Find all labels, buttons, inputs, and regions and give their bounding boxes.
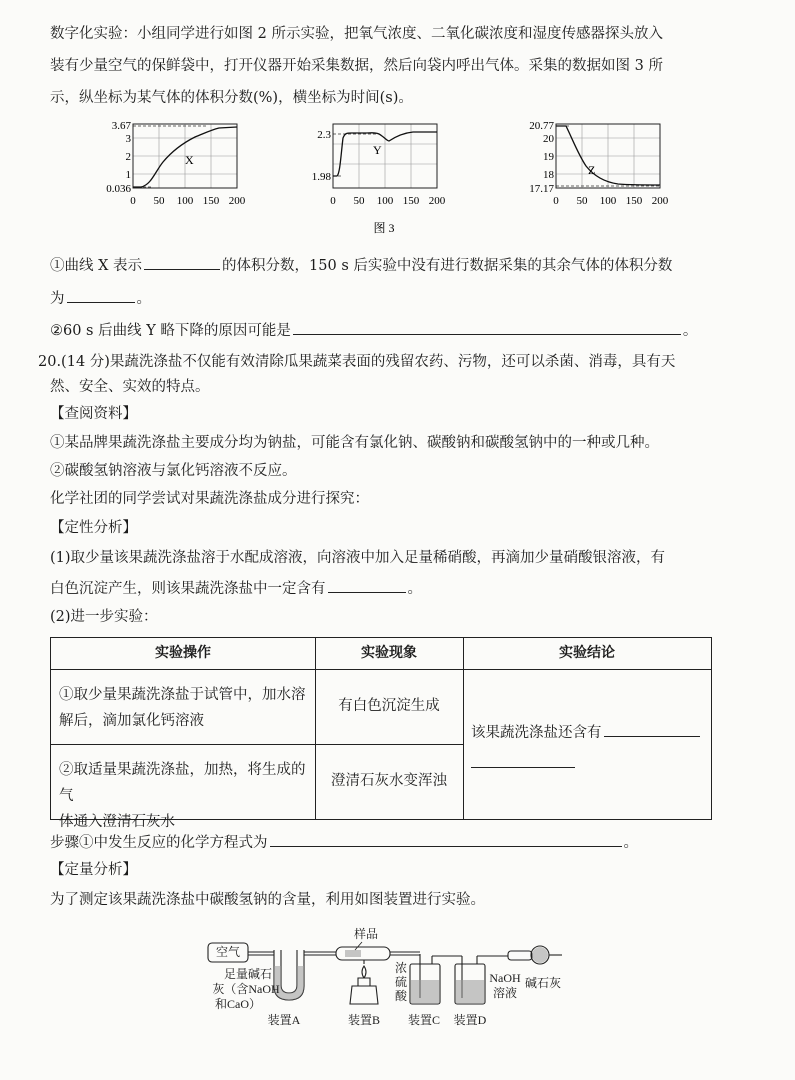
info-heading: 【查阅资料】 <box>50 406 137 422</box>
y-xtick-4: 150 <box>402 195 420 207</box>
qualitative-heading: 【定性分析】 <box>50 520 137 536</box>
device-c-label: 装置C <box>407 1013 441 1027</box>
z-ytick-2: 20 <box>543 133 554 145</box>
x-xtick-3: 100 <box>176 195 194 207</box>
answer-blank-3[interactable] <box>293 320 681 335</box>
y-ytick-1: 2.3 <box>317 129 331 141</box>
figure-3-caption: 图 3 <box>373 221 395 235</box>
z-xtick-4: 150 <box>625 195 643 207</box>
table-row-1-operation: ①取少量果蔬洗涤盐于试管中，加水溶 解后，滴加氯化钙溶液 <box>59 687 306 729</box>
question-1: ①曲线 X 表示 的体积分数，150 s 后实验中没有进行数据采集的其余气体的体积分数 <box>50 255 672 276</box>
answer-blank-6[interactable] <box>471 754 575 768</box>
intro-line-2: 装有少量空气的保鲜袋中，打开仪器开始采集数据，然后向袋内呼出气体。采集的数据如图 3 所 <box>50 58 663 74</box>
device-b-label: 装置B <box>347 1013 381 1027</box>
y-xtick-1: 0 <box>330 195 336 207</box>
table-conclusion: 该果蔬洗涤盐还含有 <box>471 722 711 743</box>
x-xtick-4: 150 <box>202 195 220 207</box>
header-conclusion: 实验结论 <box>559 645 615 661</box>
z-xtick-2: 50 <box>576 195 588 207</box>
reaction-tube-b <box>336 947 390 960</box>
answer-blank-2[interactable] <box>67 288 135 303</box>
z-xtick-3: 100 <box>599 195 617 207</box>
x-ytick-1: 3.67 <box>111 120 131 132</box>
z-ytick-5: 17.17 <box>529 183 554 195</box>
z-xtick-1: 0 <box>553 195 559 207</box>
answer-blank-4[interactable] <box>328 578 406 593</box>
chart-x <box>106 120 246 207</box>
curve-x-label: X <box>185 153 194 167</box>
z-ytick-1: 20.77 <box>529 120 554 132</box>
alcohol-lamp <box>350 986 378 1004</box>
qualitative-p2: (2)进一步实验： <box>50 609 158 625</box>
conc-acid-2: 硫 <box>394 975 408 989</box>
soda-lime-label: 碱石灰 <box>524 976 562 990</box>
quantitative-heading: 【定量分析】 <box>50 862 137 878</box>
intro-line-1: 数字化实验：小组同学进行如图 2 所示实验，把氧气浓度、二氧化碳浓度和湿度传感器探头放入 <box>50 26 663 42</box>
y-xtick-5: 200 <box>428 195 446 207</box>
q20-line-2: 然、安全、实效的特点。 <box>50 379 210 395</box>
x-xtick-2: 50 <box>153 195 165 207</box>
conc-acid-1: 浓 <box>394 961 408 975</box>
curve-z-label: Z <box>588 163 596 177</box>
x-ytick-3: 2 <box>125 151 131 163</box>
alkali-label-1: 足量碱石 <box>223 967 273 981</box>
header-phenomenon: 实验现象 <box>361 645 417 661</box>
sample-label: 样品 <box>353 927 379 941</box>
answer-blank-7[interactable] <box>270 832 622 847</box>
alkali-label-2: 灰（含NaOH <box>212 982 280 996</box>
x-ytick-2: 3 <box>125 133 131 145</box>
table-row-2-operation: ②取适量果蔬洗涤盐，加热，将生成的气 体通入澄清石灰水 <box>59 762 306 830</box>
chart-y <box>312 124 446 207</box>
x-xtick-5: 200 <box>228 195 246 207</box>
y-xtick-3: 100 <box>376 195 394 207</box>
table-row-1-phenomenon: 有白色沉淀生成 <box>338 698 440 714</box>
x-ytick-4: 1 <box>125 169 131 181</box>
q20-line-1: 20.(14 分)果蔬洗涤盐不仅能有效清除瓜果蔬菜表面的残留农药、污物，还可以杀菌、消毒，具有天 <box>38 354 676 370</box>
info-item-1: ①某品牌果蔬洗涤盐主要成分均为钠盐，可能含有氯化钠、碳酸钠和碳酸氢钠中的一种或几种。 <box>50 435 659 451</box>
x-xtick-1: 0 <box>130 195 136 207</box>
air-label: 空气 <box>215 945 241 959</box>
experiment-table <box>50 637 712 830</box>
answer-blank-5[interactable] <box>604 722 700 737</box>
info-item-2: ②碳酸氢钠溶液与氯化钙溶液不反应。 <box>50 463 297 479</box>
qualitative-p1-line-2: 白色沉淀产生，则该果蔬洗涤盐中一定含有 。 <box>50 578 422 599</box>
device-d-label: 装置D <box>453 1013 487 1027</box>
naoh-label-1: NaOH <box>489 971 521 985</box>
quantitative-line: 为了测定该果蔬洗涤盐中碳酸氢钠的含量，利用如图装置进行实验。 <box>50 892 485 908</box>
y-xtick-2: 50 <box>353 195 365 207</box>
explore-line: 化学社团的同学尝试对果蔬洗涤盐成分进行探究： <box>50 491 369 507</box>
question-2: ②60 s 后曲线 Y 略下降的原因可能是 。 <box>50 320 697 341</box>
apparatus-diagram <box>0 920 795 1050</box>
naoh-label-2: 溶液 <box>492 986 518 1000</box>
z-ytick-3: 19 <box>543 151 554 163</box>
answer-blank-1[interactable] <box>144 255 220 270</box>
device-a-label: 装置A <box>267 1013 301 1027</box>
chart-z <box>529 120 669 207</box>
question-1-cont: 为 。 <box>50 288 151 309</box>
figure-3 <box>0 112 795 242</box>
intro-line-3: 示，纵坐标为某气体的体积分数(%)，横坐标为时间(s)。 <box>50 90 413 106</box>
y-ytick-2: 1.98 <box>311 171 331 183</box>
x-ytick-5: 0.036 <box>106 183 131 195</box>
qualitative-p1-line-1: (1)取少量该果蔬洗涤盐溶于水配成溶液，向溶液中加入足量稀硝酸，再滴加少量硝酸银溶液，有 <box>50 550 666 566</box>
z-xtick-5: 200 <box>651 195 669 207</box>
table-row-2-phenomenon: 澄清石灰水变浑浊 <box>331 773 447 789</box>
step-equation: 步骤①中发生反应的化学方程式为 。 <box>50 832 638 853</box>
curve-y-label: Y <box>373 143 382 157</box>
conc-acid-3: 酸 <box>394 989 408 1003</box>
header-operation: 实验操作 <box>155 645 211 661</box>
alkali-label-3: 和CaO） <box>215 997 261 1011</box>
z-ytick-4: 18 <box>543 169 554 181</box>
